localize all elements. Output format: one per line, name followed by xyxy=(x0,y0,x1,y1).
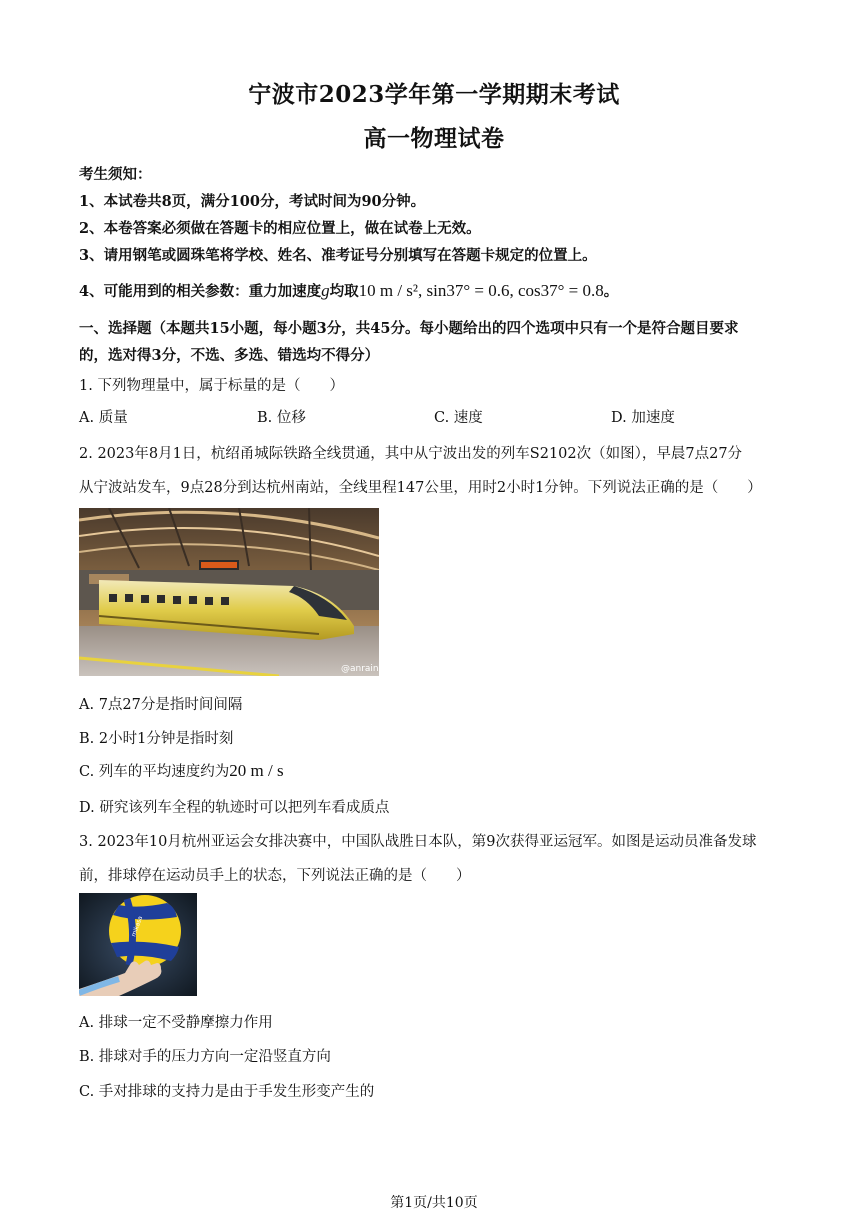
q2-option-c-formula: 20 m / s xyxy=(229,761,284,780)
q3-option-a: A. 排球一定不受静摩擦力作用 xyxy=(79,1015,273,1031)
q1-stem: 1. 下列物理量中，属于标量的是（ ） xyxy=(79,378,344,394)
q2-option-b: B. 2小时1分钟是指时刻 xyxy=(79,731,234,747)
train-illustration xyxy=(79,508,379,676)
q3-option-b: B. 排球对手的压力方向一定沿竖直方向 xyxy=(79,1049,331,1065)
notice-item-4 xyxy=(79,280,618,301)
notice-item-3: 3、请用钢笔或圆珠笔将学校、姓名、准考证号分别填写在答题卡规定的位置上。 xyxy=(79,247,597,264)
train-photo xyxy=(79,508,379,676)
q1-option-d: D. 加速度 xyxy=(611,410,675,426)
notice-item-2: 2、本卷答案必须做在答题卡的相应位置上，做在试卷上无效。 xyxy=(79,220,481,237)
q2-stem-line2: 从宁波站发车，9点28分到达杭州南站，全线里程147公里，用时2小时1分钟。下列说法正确的是（ ） xyxy=(79,480,762,496)
q1-option-c: C. 速度 xyxy=(434,410,483,426)
notice-item-1: 1、本试卷共8页，满分100分，考试时间为90分钟。 xyxy=(79,193,426,210)
section1-heading-line2: 的，选对得3分，不选、多选、错选均不得分） xyxy=(79,347,380,364)
exam-subtitle: 高一物理试卷 xyxy=(363,125,505,152)
notice-item-4-prefix: 4、可能用到的相关参数：重力加速度 xyxy=(79,283,322,300)
parameter-formula: 10 m / s², sin37° = 0.6, cos37° = 0.8 xyxy=(358,281,604,300)
volleyball-photo xyxy=(79,893,197,996)
section1-heading-line1: 一、选择题（本题共15小题，每小题3分，共45分。每小题给出的四个选项中只有一个是符合题目要求 xyxy=(79,320,739,337)
q2-option-a: A. 7点27分是指时间间隔 xyxy=(79,697,243,713)
q2-option-d: D. 研究该列车全程的轨迹时可以把列车看成质点 xyxy=(79,800,390,816)
q3-option-c: C. 手对排球的支持力是由于手发生形变产生的 xyxy=(79,1084,375,1100)
photo-watermark: @anrain xyxy=(341,664,379,674)
q3-stem-line1: 3. 2023年10月杭州亚运会女排决赛中，中国队战胜日本队，第9次获得亚运冠军。如图是运动员准备发球 xyxy=(79,834,757,850)
svg-text:mikasa: mikasa xyxy=(130,915,145,938)
q3-stem-line2: 前，排球停在运动员手上的状态，下列说法正确的是（ ） xyxy=(79,868,471,884)
notice-item-4-mid: 均取 xyxy=(329,283,359,300)
q2-stem-line1: 2. 2023年8月1日，杭绍甬城际铁路全线贯通，其中从宁波出发的列车S2102次（如图），早晨7点27分 xyxy=(79,446,743,462)
q2-option-c xyxy=(79,760,284,781)
q1-option-a: A. 质量 xyxy=(79,410,128,426)
notice-item-4-end: 。 xyxy=(603,283,619,300)
page-number: 第1页/共10页 xyxy=(390,1195,478,1211)
exam-title: 宁波市2023学年第一学期期末考试 xyxy=(248,81,620,108)
gravity-symbol: g xyxy=(321,281,330,300)
q1-option-b: B. 位移 xyxy=(257,410,306,426)
notice-heading: 考生须知： xyxy=(79,166,152,183)
volleyball-illustration xyxy=(79,893,197,996)
q2-option-c-text: C. 列车的平均速度约为 xyxy=(79,764,230,780)
